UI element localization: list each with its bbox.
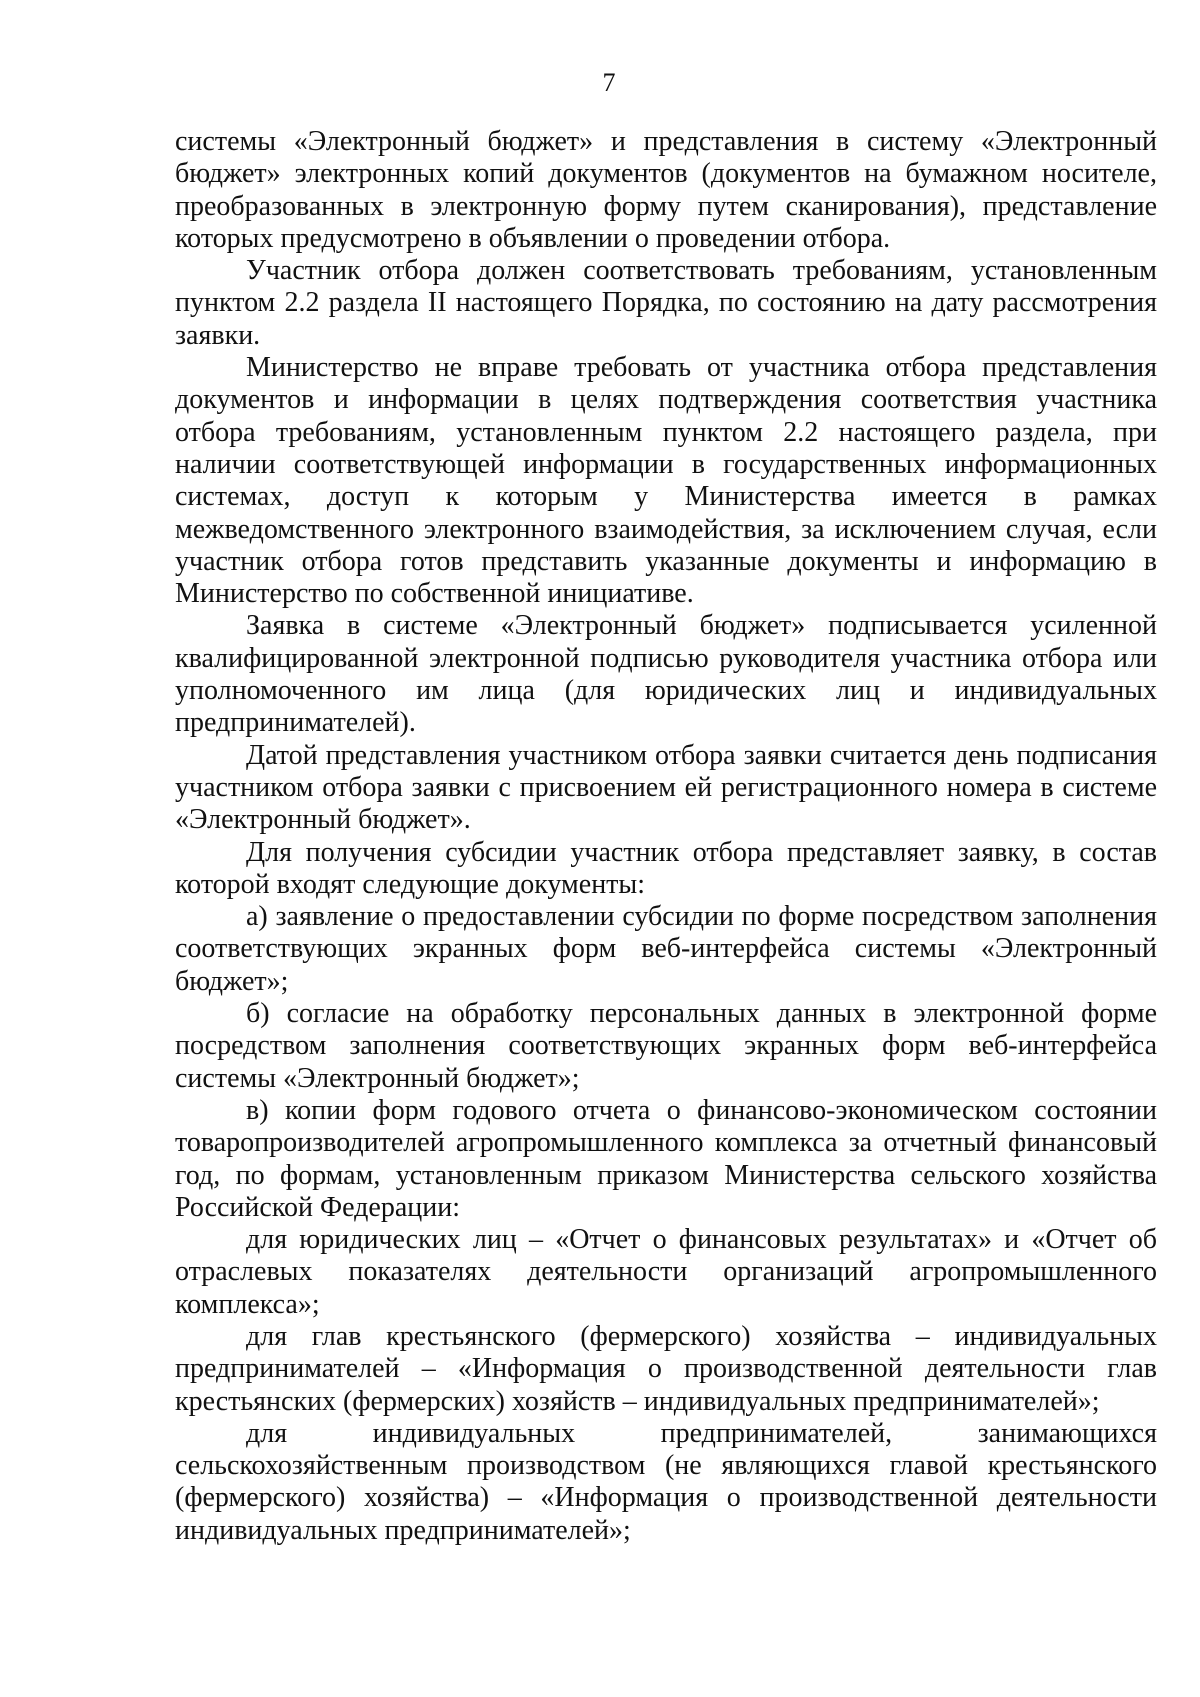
paragraph-participant-requirements: Участник отбора должен соответствовать требованиям, установленным пунктом 2.2 раздела II настоящего Порядка, по состоянию на дату рассмотрения заявки.: [175, 255, 1157, 351]
list-item-legal-entities: для юридических лиц – «Отчет о финансовых результатах» и «Отчет об отраслевых показателях деятельности организаций агропромышленного комплекса»;: [175, 1224, 1157, 1320]
paragraph-documents-intro: Для получения субсидии участник отбора представляет заявку, в состав которой входят следующие документы:: [175, 836, 1157, 900]
paragraph-continuation: системы «Электронный бюджет» и представления в систему «Электронный бюджет» электронных копий документов (документов на бумажном носителе, преобразованных в электронную форму путем сканирования), представление которых предусмотрено в объявлении о проведении отбора.: [175, 126, 1157, 254]
page-number: 7: [602, 68, 616, 97]
list-item-b: б) согласие на обработку персональных данных в электронной форме посредством заполнения соответствующих экранных форм веб-интерфейса системы «Электронный бюджет»;: [175, 998, 1157, 1094]
list-item-a: а) заявление о предоставлении субсидии по форме посредством заполнения соответствующих экранных форм веб-интерфейса системы «Электронный бюджет»;: [175, 901, 1157, 997]
paragraph-submission-date: Датой представления участником отбора заявки считается день подписания участником отбора заявки с присвоением ей регистрационного номера в системе «Электронный бюджет».: [175, 739, 1157, 836]
list-item-c: в) копии форм годового отчета о финансово-экономическом состоянии товаропроизводителей агропромышленного комплекса за отчетный финансовый год, по формам, установленным приказом Министерства сельского хозяйства Российской Федерации:: [175, 1094, 1157, 1223]
paragraph-ministry-restrictions: Министерство не вправе требовать от участника отбора представления документов и информации в целях подтверждения соответствия участника отбора требованиям, установленным пунктом 2.2 настоящего раздела, при наличии соответствующей информации в государственных информационных системах, доступ к которым у Министерства имеется в рамках межведомственного электронного взаимодействия, за исключением случая, если участник отбора готов представить указанные документы и информацию в Министерство по собственной инициативе.: [175, 352, 1157, 610]
list-item-farm-heads: для глав крестьянского (фермерского) хозяйства – индивидуальных предпринимателей – «Информация о производственной деятельности глав крестьянских (фермерских) хозяйств – индивидуальных предпринимателей»;: [175, 1320, 1157, 1417]
list-item-entrepreneurs: для индивидуальных предпринимателей, занимающихся сельскохозяйственным производством (не являющихся главой крестьянского (фермерского) хозяйства) – «Информация о производственной деятельности индивидуальных предпринимателей»;: [175, 1417, 1157, 1546]
document-body: [175, 126, 1157, 1547]
paragraph-application-signature: Заявка в системе «Электронный бюджет» подписывается усиленной квалифицированной электронной подписью руководителя участника отбора или уполномоченного им лица (для юридических лиц и индивидуальных предпринимателей).: [175, 610, 1157, 739]
